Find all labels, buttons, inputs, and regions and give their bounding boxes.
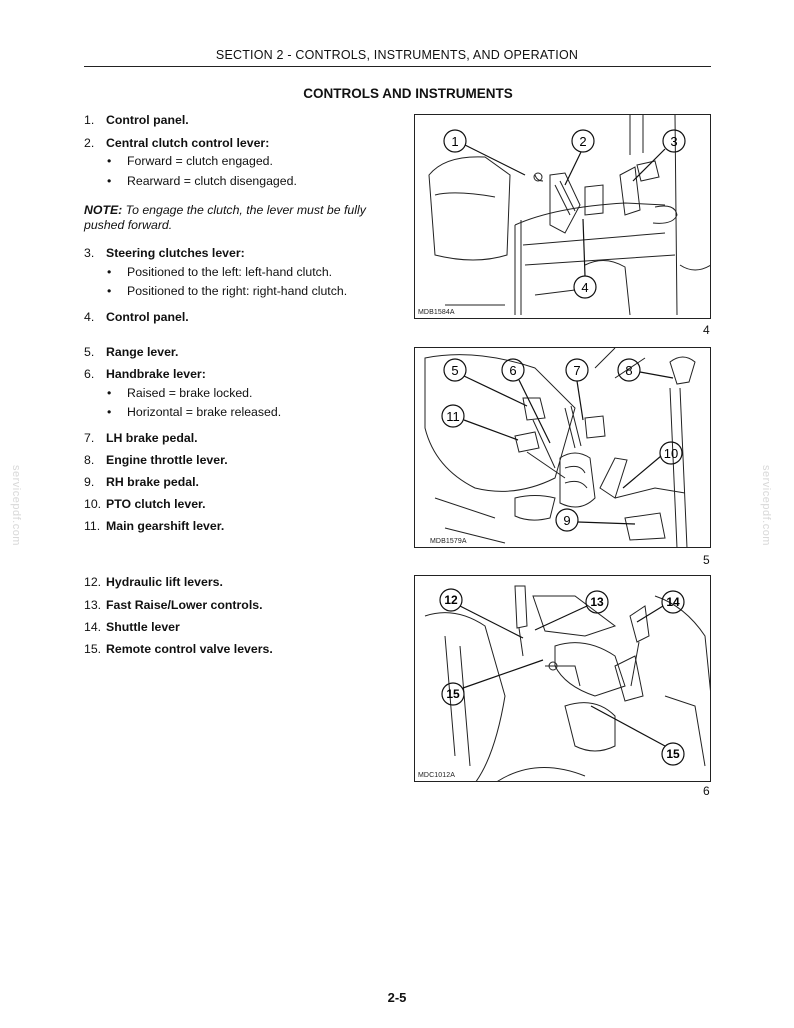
list-item-4: 4. Control panel. [84,310,189,324]
list-item-2: 2. Central clutch control lever: [84,136,270,150]
list-item-5: 5. Range lever. [84,345,179,359]
bullet-item: • Horizontal = brake released. [107,405,282,419]
figure-number: 5 [703,553,710,567]
section-header: SECTION 2 - CONTROLS, INSTRUMENTS, AND OPERATION [215,48,579,62]
bullet-item: • Rearward = clutch disengaged. [107,174,297,188]
list-item-13: 13. Fast Raise/Lower controls. [84,598,263,612]
list-item-15: 15. Remote control valve levers. [84,642,273,656]
list-item-7: 7. LH brake pedal. [84,431,198,445]
list-item-9: 9. RH brake pedal. [84,475,199,489]
bullet-item: • Forward = clutch engaged. [107,154,273,168]
list-item-11: 11. Main gearshift lever. [84,519,225,533]
figure-6-illustration [414,575,711,782]
figure-6-drawing [415,576,711,782]
callout-label: 15 [666,747,680,761]
figure-code: MDC1012A [418,772,455,779]
header-rule [84,66,711,67]
callout-label: 6 [509,363,517,378]
callout-label: 10 [663,446,679,461]
callout-label: 7 [573,363,581,378]
list-item-1: 1. Control panel. [84,113,189,127]
note-text: NOTE: To engage the clutch, the lever must be fully pushed forward. [84,203,366,232]
callout-label: 3 [670,134,678,149]
callout-label: 2 [579,134,587,149]
bullet-item: • Positioned to the left: left-hand clutch. [107,265,333,279]
watermark-right: servicepdf.com [760,465,772,546]
figure-code: MDB1584A [418,309,455,316]
page-number: 2-5 [387,990,407,1005]
callout-label: 12 [444,593,458,607]
bullet-item: • Raised = brake locked. [107,386,253,400]
list-item-6: 6. Handbrake lever: [84,367,206,381]
callout-label: 11 [446,409,460,424]
callout-label: 1 [451,134,459,149]
list-item-12: 12. Hydraulic lift levers. [84,575,223,589]
figure-4-illustration [414,114,711,319]
callout-label: 15 [446,687,460,701]
list-item-3: 3. Steering clutches lever: [84,246,245,260]
bullet-item: • Positioned to the right: right-hand clutch. [107,284,348,298]
figure-number: 6 [703,784,710,798]
figure-5-illustration [414,347,711,548]
watermark-left: servicepdf.com [10,465,22,546]
page-title: CONTROLS AND INSTRUMENTS [303,86,513,101]
list-item-14: 14. Shuttle lever [84,620,180,634]
list-item-8: 8. Engine throttle lever. [84,453,228,467]
callout-label: 4 [581,280,589,295]
figure-5-drawing [415,348,711,548]
list-item-10: 10. PTO clutch lever. [84,497,206,511]
figure-4-drawing [415,115,711,319]
callout-label: 13 [590,595,604,609]
callout-label: 9 [563,513,571,528]
callout-label: 14 [666,595,680,609]
callout-label: 5 [451,363,459,378]
callout-label: 8 [625,363,633,378]
figure-code: MDB1579A [430,538,467,545]
figure-number: 4 [703,323,710,337]
